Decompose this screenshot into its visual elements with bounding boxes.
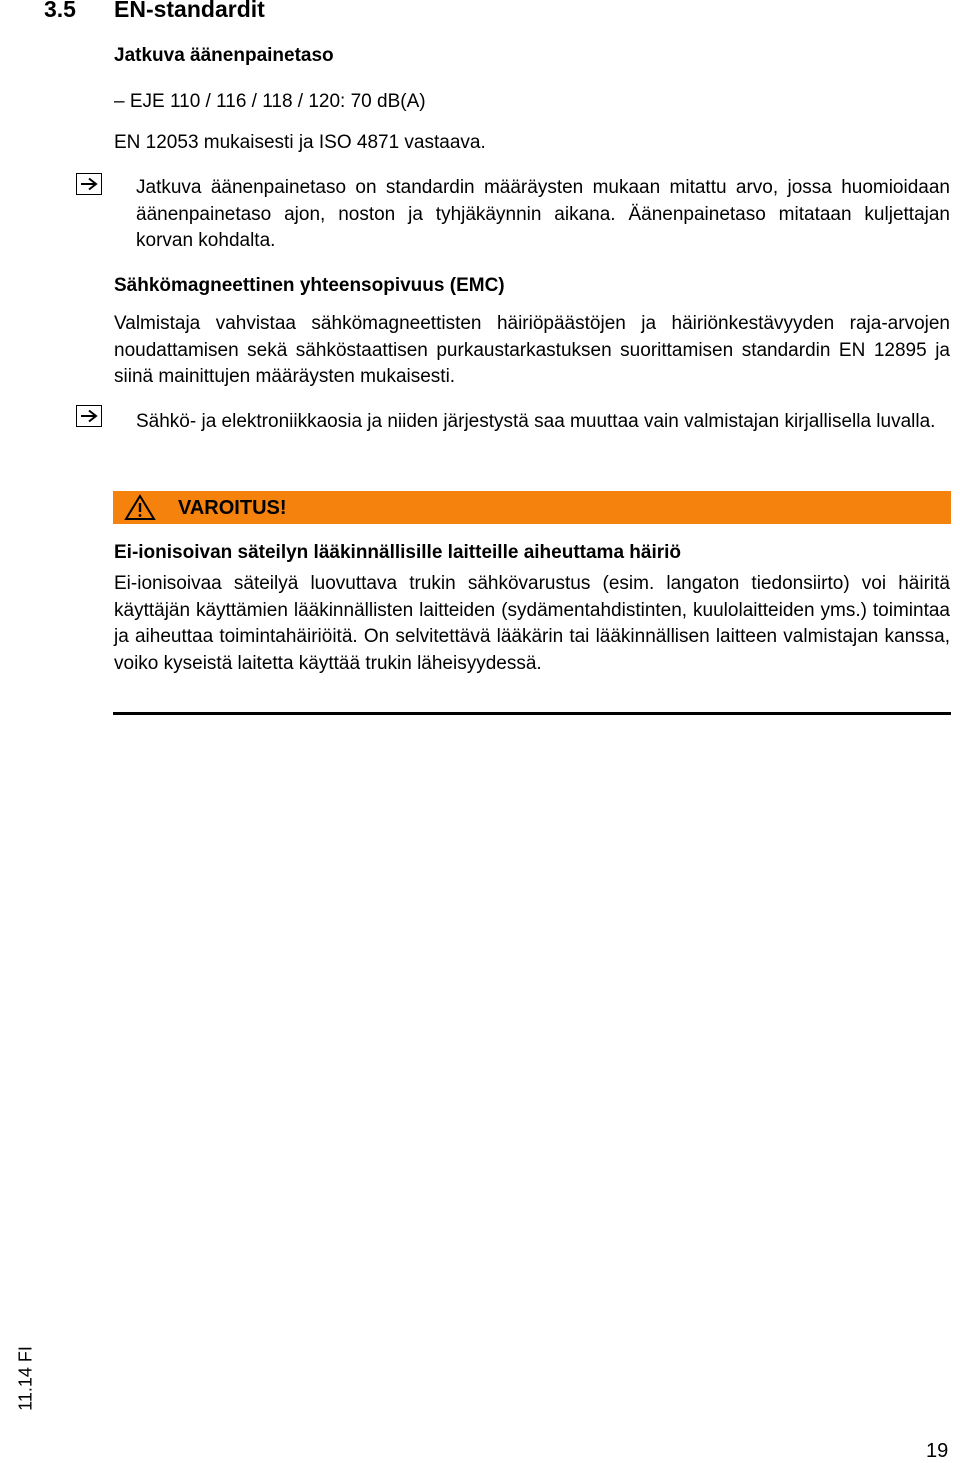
warning-body: Ei-ionisoivaa säteilyä luovuttava trukin sähkövarustus (esim. langaton tiedonsiirto) voi häiritä käyttäjän käyttämien lääkinnällisten laitteiden (sydämentahdistinten, kuulolaitteiden yms.) toimintaa ja aiheuttaa toimintahäiriöitä. On selvitettävä lääkärin tai lääkinnällisen laitteen valmistajan kanssa, voiko kyseistä laitetta käyttää trukin läheisyydessä. <box>114 573 950 674</box>
warning-label: VAROITUS! <box>178 497 287 519</box>
section-divider <box>113 712 951 715</box>
page-number: 19 <box>926 1440 949 1462</box>
noise-note: Jatkuva äänenpainetaso on standardin määräysten mukaan mitattu arvo, jossa huomioidaan äänenpainetaso ajon, noston ja tyhjäkäynnin aikana. Äänenpainetaso mitataan kuljettajan korvan kohdalta. <box>136 177 950 251</box>
noise-heading: Jatkuva äänenpainetaso <box>114 45 334 66</box>
note-arrow-icon-2 <box>76 405 102 427</box>
arrow-right-icon <box>80 177 98 191</box>
document-code: 11.14 FI <box>15 1346 36 1411</box>
warning-heading: Ei-ionisoivan säteilyn lääkinnällisille laitteille aiheuttama häiriö <box>114 542 682 563</box>
arrow-right-icon <box>80 409 98 423</box>
warning-triangle-icon <box>124 494 156 521</box>
section-title: EN-standardit <box>114 0 265 22</box>
emc-note: Sähkö- ja elektroniikkaosia ja niiden järjestystä saa muuttaa vain valmistajan kirjallisella luvalla. <box>136 411 936 432</box>
noise-models-line: – EJE 110 / 116 / 118 / 120: 70 dB(A) <box>114 91 426 112</box>
emc-body: Valmistaja vahvistaa sähkömagneettisten häiriöpäästöjen ja häiriönkestävyyden raja-arvojen noudattamisen sekä sähköstaattisen purkaustarkastuksen suorittamisen standardin EN 12895 ja siinä mainittujen määräysten mukaisesti. <box>114 313 950 387</box>
noise-standard-line: EN 12053 mukaisesti ja ISO 4871 vastaava. <box>114 132 486 153</box>
emc-heading: Sähkömagneettinen yhteensopivuus (EMC) <box>114 275 505 296</box>
section-number: 3.5 <box>44 0 76 22</box>
note-arrow-icon <box>76 173 102 195</box>
